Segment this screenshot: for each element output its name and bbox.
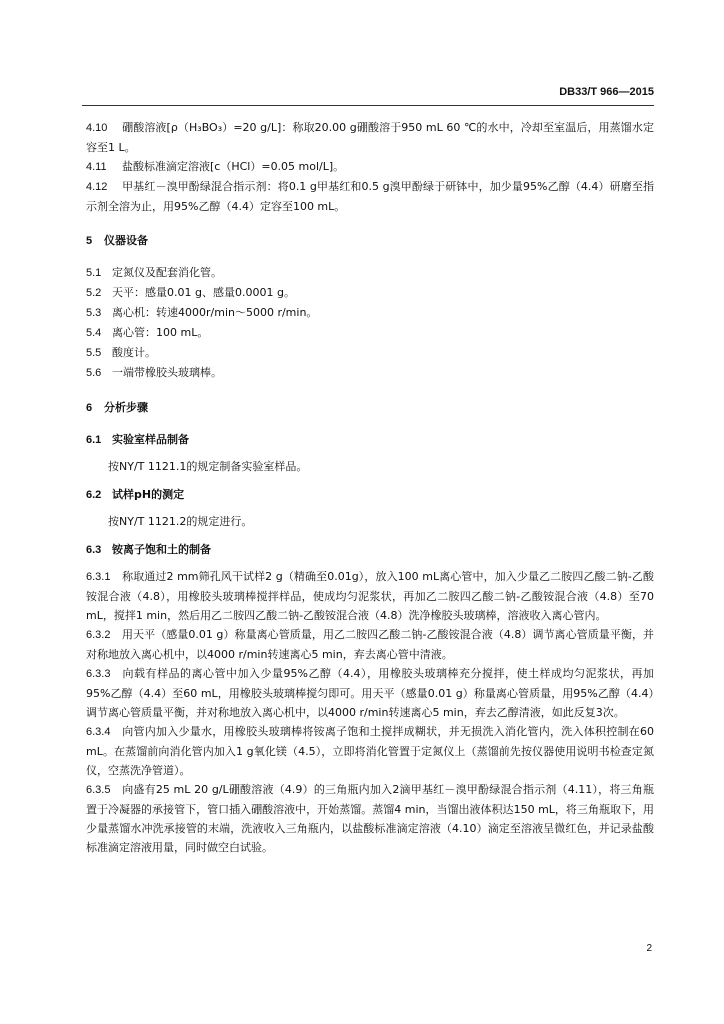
clause-text: 向盛有25 mL 20 g/L硼酸溶液（4.9）的三角瓶内加入2滴甲基红－溴甲酚绿混合指示剂（4.11），将三角瓶置于冷凝器的承接管下，管口插入硼酸溶液中，开始蒸馏。蒸馏4 min，当馏出液体积达150 mL，将三角瓶取下，用少量蒸馏水冲洗承接管的末端，洗液收入三角瓶内，以盐酸标准滴定溶液（4.10）滴定至溶液呈微红色，并记录盐酸标准滴定溶液用量，同时做空白试验。 (86, 783, 654, 854)
clause-text: 离心机：转速4000r/min～5000 r/min。 (112, 306, 318, 319)
clause-number: 6.1 (86, 434, 102, 446)
header-rule (82, 105, 654, 106)
clause-text: 试样pH的测定 (112, 488, 185, 501)
section-heading (86, 398, 654, 418)
section-heading (86, 231, 654, 251)
clause-number: 6.3.3 (86, 668, 111, 680)
clause-paragraph (86, 263, 654, 283)
clause-number: 6.3.1 (86, 571, 111, 583)
clause-text: 铵离子饱和土的制备 (112, 543, 211, 556)
clause-paragraph (86, 157, 654, 177)
page-number: 2 (646, 943, 652, 954)
clause-number: 5.6 (86, 367, 102, 379)
clause-text: 称取通过2 mm筛孔风干试样2 g（精确至0.01g），放入100 mL离心管中，加入少量乙二胺四乙酸二钠-乙酸铵混合液（4.8），用橡胶头玻璃棒搅拌样品，使成均匀泥浆状，再加乙二胺四乙酸二钠-乙酸铵混合液（4.8）至70 mL，搅拌1 min，然后用乙二胺四乙酸二钠-乙酸铵混合液（4.8）洗净橡胶头玻璃棒，溶液收入离心管内。 (86, 570, 654, 622)
clause-paragraph (86, 283, 654, 303)
clause-paragraph (86, 177, 654, 216)
clause-paragraph (86, 780, 654, 857)
clause-text: 按NY/T 1121.2的规定进行。 (108, 515, 253, 528)
clause-text: 一端带橡胶头玻璃棒。 (112, 366, 222, 379)
clause-text: 向载有样品的离心管中加入少量95%乙醇（4.4），用橡胶头玻璃棒充分搅拌，使土样成均匀泥浆状，再加95%乙醇（4.4）至60 mL，用橡胶头玻璃棒搅匀即可。用天平（感量0.01 g）称量离心管质量，用95%乙醇（4.4）调节离心管质量平衡，并对称地放入离心机中，以4000 r/min转速离心5 min，弃去乙醇清液，如此反复3次。 (86, 667, 654, 719)
clause-number: 4.10 (86, 122, 108, 134)
section-heading (86, 430, 654, 450)
clause-paragraph (86, 567, 654, 625)
clause-number: 6.3 (86, 544, 102, 556)
clause-number: 6 (86, 402, 93, 414)
clause-number: 5.3 (86, 307, 102, 319)
document-body (86, 118, 654, 857)
clause-number: 5.4 (86, 327, 102, 339)
clause-text: 甲基红－溴甲酚绿混合指示剂：将0.1 g甲基红和0.5 g溴甲酚绿于研钵中，加少量95%乙醇（4.4）研磨至指示剂全溶为止，用95%乙醇（4.4）定容至100 mL。 (86, 180, 654, 213)
clause-number: 5.1 (86, 267, 102, 279)
clause-paragraph (86, 323, 654, 343)
clause-text: 仪器设备 (104, 234, 148, 247)
section-heading (86, 540, 654, 560)
clause-text: 向管内加入少量水，用橡胶头玻璃棒将铵离子饱和土搅拌成糊状，并无损洗入消化管内，洗入体积控制在60 mL。在蒸馏前向消化管内加入1 g氧化镁（4.5），立即将消化管置于定氮仪上（蒸馏前先按仪器使用说明书检查定氮仪，空蒸洗净管道）。 (86, 725, 654, 777)
section-heading (86, 485, 654, 505)
clause-text: 硼酸溶液[ρ（H₃BO₃）=20 g/L]：称取20.00 g硼酸溶于950 mL 60 ℃的水中，冷却至室温后，用蒸馏水定容至1 L。 (86, 121, 654, 154)
clause-paragraph (86, 303, 654, 323)
clause-text: 分析步骤 (104, 401, 148, 414)
clause-number: 5 (86, 235, 93, 247)
clause-paragraph (86, 664, 654, 722)
clause-paragraph (86, 343, 654, 363)
clause-number: 6.3.5 (86, 784, 111, 796)
clause-paragraph (86, 512, 654, 531)
clause-text: 实验室样品制备 (112, 433, 189, 446)
clause-text: 用天平（感量0.01 g）称量离心管质量，用乙二胺四乙酸二钠-乙酸铵混合液（4.8）调节离心管质量平衡，并对称地放入离心机中，以4000 r/min转速离心5 min，弃去离心管中清液。 (86, 628, 654, 661)
clause-text: 离心管：100 mL。 (112, 326, 209, 339)
clause-text: 按NY/T 1121.1的规定制备实验室样品。 (108, 460, 308, 473)
clause-paragraph (86, 722, 654, 780)
clause-text: 天平：感量0.01 g、感量0.0001 g。 (112, 286, 295, 299)
clause-text: 酸度计。 (112, 346, 156, 359)
standard-code: DB33/T 966—2015 (559, 86, 654, 98)
clause-number: 6.2 (86, 489, 102, 501)
clause-paragraph (86, 118, 654, 157)
clause-text: 盐酸标准滴定溶液[c（HCl）=0.05 mol/L]。 (122, 160, 345, 173)
clause-paragraph (86, 625, 654, 664)
clause-number: 5.5 (86, 347, 102, 359)
clause-paragraph (86, 457, 654, 476)
clause-number: 4.12 (86, 181, 108, 193)
clause-text: 定氮仪及配套消化管。 (112, 266, 222, 279)
clause-number: 4.11 (86, 161, 107, 173)
clause-number: 6.3.4 (86, 726, 111, 738)
clause-number: 5.2 (86, 287, 102, 299)
clause-number: 6.3.2 (86, 629, 111, 641)
clause-paragraph (86, 363, 654, 383)
